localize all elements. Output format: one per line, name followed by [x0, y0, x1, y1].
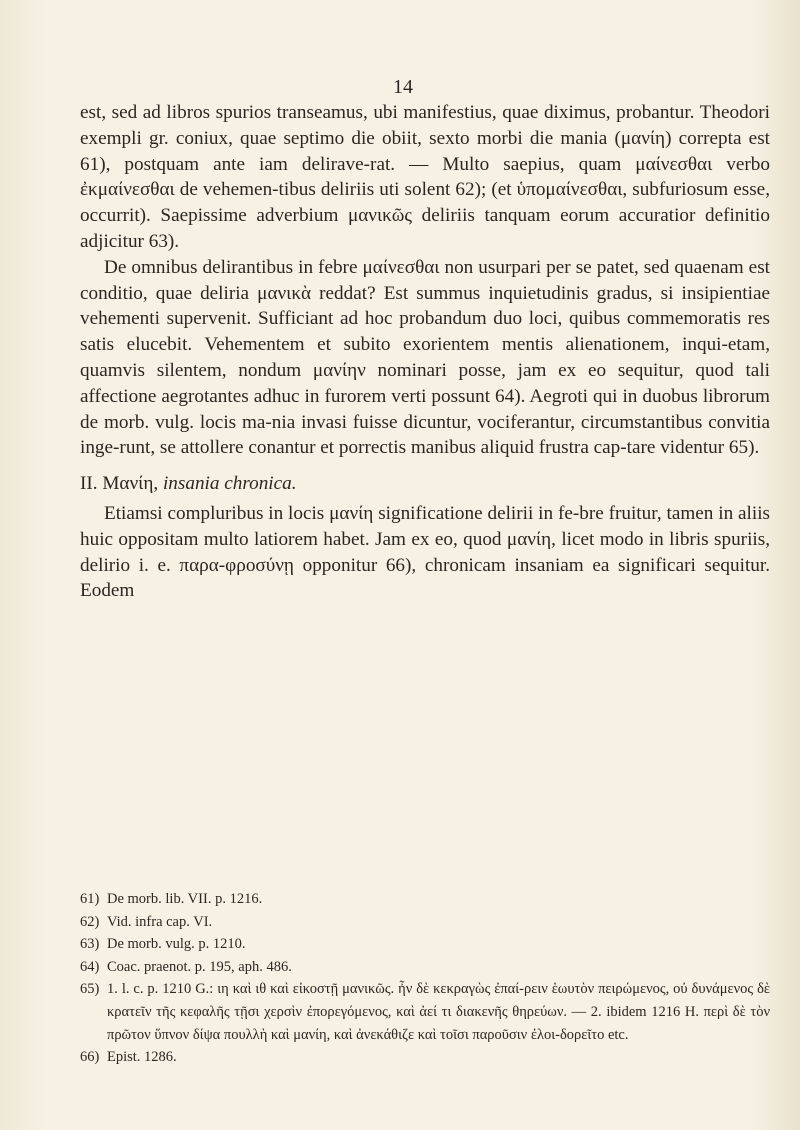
footnote-text: De morb. lib. VII. p. 1216. — [107, 891, 263, 907]
footnotes — [80, 888, 770, 1069]
footnote-number: 66) — [80, 1049, 100, 1066]
footnote-text: Epist. 1286. — [107, 1049, 177, 1066]
footnote — [80, 888, 770, 911]
section-heading-title: insania chronica. — [162, 473, 297, 495]
page-number: 14 — [393, 76, 413, 98]
footnote-text: Vid. infra cap. VI. — [107, 913, 213, 930]
footnote-text: Coac. praenot. p. 195, aph. 486. — [107, 958, 292, 975]
footnote — [80, 933, 770, 956]
footnote — [80, 956, 770, 979]
footnote-text: 1. l. c. p. 1210 G.: ιη καὶ ιθ καὶ εἰκοστῇ μανικῶς. ἦν δὲ κεκραγὼς ἐπαί-ρειν ἑωυτὸν πειρώμενος, οὐ δυνάμενος δὲ κρατεῖν τῆς κεφαλῆς τῇσι χερσὶν ἐπορεγόμενος, καὶ ἀεί τι διακενῆς θηρεύων. — 2. ibidem 1216 H. περὶ δὲ τὸν πρῶτον ὕπνον δίψα πουλλὴ καὶ μανίη, καὶ ἀνεκάθιζε καὶ τοῖσι παροῦσιν ἐλοι-δορεῖτο etc. — [107, 981, 770, 1043]
paragraph: Etiamsi compluribus in locis μανίη significatione delirii in fe-bre fruitur, tamen in aliis huic oppositam multo latiorem habet. Jam ex eo, quod μανίη, licet modo in libris spuriis, delirio i. e. παρα-φροσύνῃ opponitur 66), chronicam insaniam ea significari sequitur. Eodem — [80, 502, 770, 602]
footnote — [80, 911, 770, 934]
section-heading-number: II. Μανίη, — [80, 473, 159, 495]
footnote-number: 65) — [80, 981, 100, 998]
main-text — [80, 100, 770, 604]
footnote-number: 64) — [80, 958, 100, 975]
footnote — [80, 978, 770, 1046]
footnote-number: 63) — [80, 936, 100, 953]
section-heading — [80, 471, 770, 497]
footnote-text: De morb. vulg. p. 1210. — [107, 936, 246, 953]
footnote-number: 61) — [80, 891, 100, 907]
paragraph: est, sed ad libros spurios transeamus, ubi manifestius, quae diximus, probantur. Theodori exempli gr. coniux, quae septimo die obiit, sexto morbi die mania (μανίη) correpta est 61), postquam ante iam delirave-rat. — Multo saepius, quam μαίνεσθαι verbo ἐκμαίνεσθαι de vehemen-tibus deliriis uti solent 62); (et ὑπομαίνεσθαι, subfuriosum esse, occurrit). Saepissime adverbium μανικῶς deliriis tanquam eorum accuratior definitio adjicitur 63). — [80, 102, 770, 252]
footnote-number: 62) — [80, 913, 100, 930]
paragraph: De omnibus delirantibus in febre μαίνεσθαι non usurpari per se patet, sed quaenam est conditio, quae deliria μανικὰ reddat? Est summus inquietudinis gradus, si insipientiae vehementi supervenit. Sufficiant ad hoc probandum duo loci, quibus commemoratis res satis elucebit. Vehementem et subito exorientem mentis alienationem, inqui-etam, quamvis silentem, nondum μανίην nominari posse, jam ex eo sequitur, quod tali affectione aegrotantes adhuc in furorem verti possunt 64). Aegroti qui in duobus librorum de morb. vulg. locis ma-nia invasi fuisse dicuntur, vociferantur, circumstantibus convitia inge-runt, se attollere conantur et porrectis manibus aliquid frustra cap-tare videntur 65). — [80, 256, 770, 459]
footnote — [80, 1046, 770, 1069]
